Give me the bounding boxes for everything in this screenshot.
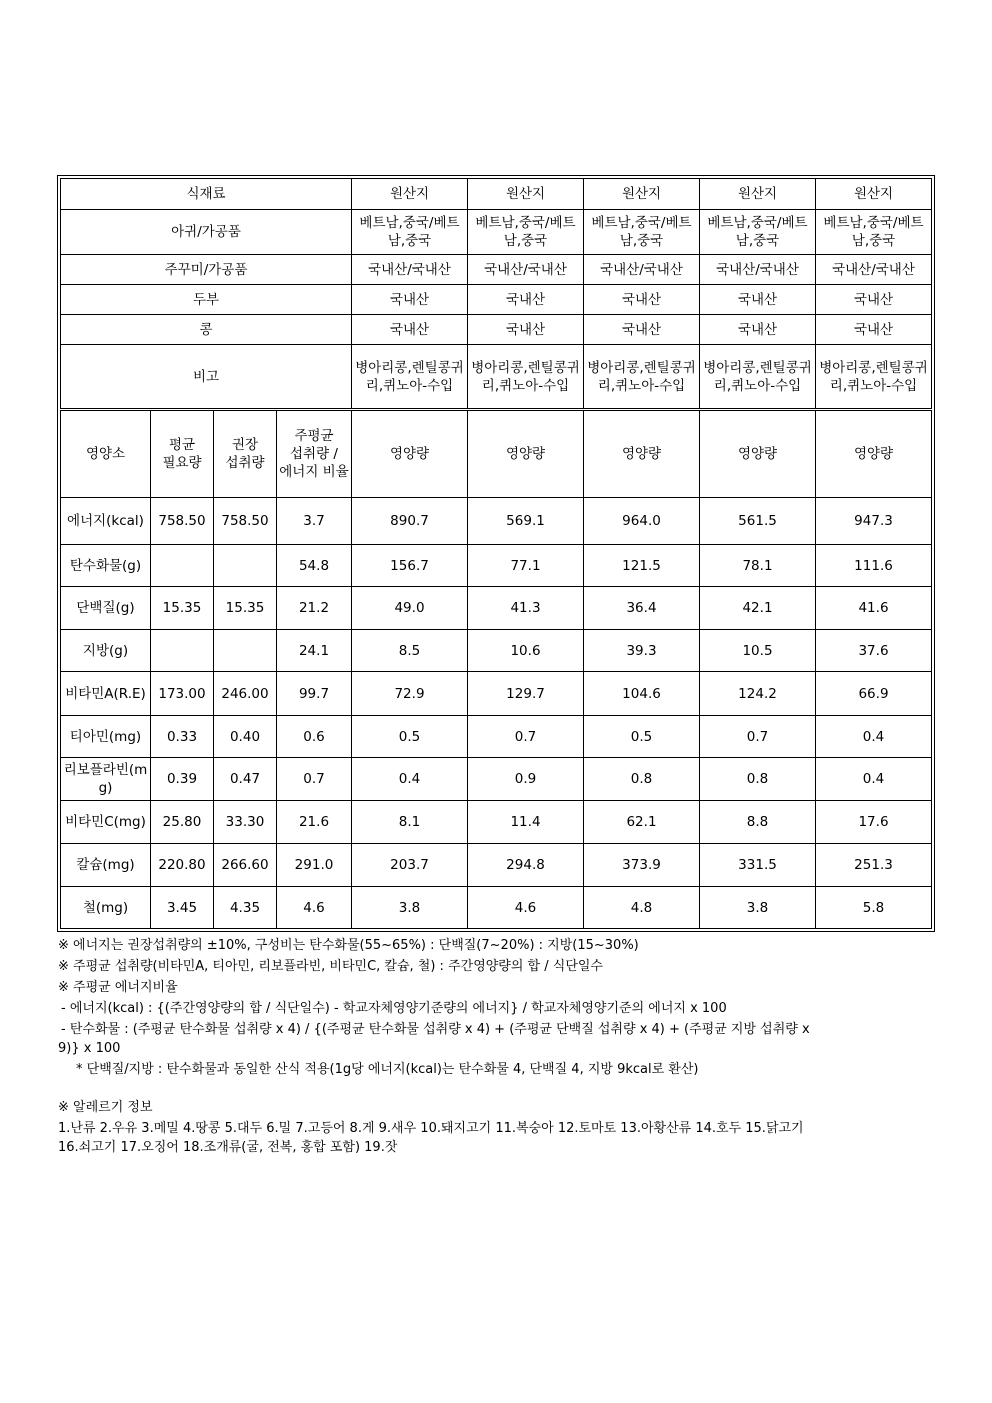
recommended-intake-cell: 15.35: [214, 587, 277, 630]
average-requirement-cell: 0.33: [151, 716, 214, 758]
origin-cell: 국내산: [700, 285, 816, 315]
recommended-intake-cell: 0.40: [214, 716, 277, 758]
nutrient-name: 비타민C(mg): [61, 801, 151, 844]
note-carb-formula-continued: 9)} x 100: [58, 1041, 121, 1056]
average-requirement-cell: 3.45: [151, 887, 214, 929]
nutrition-value-cell: 8.1: [352, 801, 468, 844]
origin-cell: 국내산/국내산: [584, 255, 700, 285]
nutrition-value-cell: 41.3: [468, 587, 584, 630]
nutrition-value-cell: 77.1: [468, 545, 584, 587]
nutrition-value-cell: 124.2: [700, 672, 816, 716]
nutrient-name: 에너지(kcal): [61, 498, 151, 545]
origin-cell: 병아리콩,렌틸콩귀리,퀴노아-수입: [816, 345, 932, 410]
nutrient-name: 티아민(mg): [61, 716, 151, 758]
nutrition-value-cell: 111.6: [816, 545, 932, 587]
nutrition-value-cell: 0.4: [352, 758, 468, 801]
origin-row-label: 주꾸미/가공품: [61, 255, 352, 285]
nutrition-value-cell: 569.1: [468, 498, 584, 545]
nutrient-name: 지방(g): [61, 630, 151, 672]
nutrition-value-cell: 39.3: [584, 630, 700, 672]
nutrition-row: [61, 758, 932, 801]
nutrition-header-row: [61, 410, 932, 498]
origin-cell: 국내산: [352, 285, 468, 315]
nutrition-value-cell: 0.5: [584, 716, 700, 758]
origin-row: [61, 285, 932, 315]
nutrition-value-header: 영양량: [468, 410, 584, 498]
nutrition-value-cell: 8.8: [700, 801, 816, 844]
nutrition-value-cell: 5.8: [816, 887, 932, 929]
origin-cell: 베트남,중국/베트남,중국: [352, 210, 468, 255]
nutrition-value-cell: 0.7: [700, 716, 816, 758]
nutrition-value-cell: 156.7: [352, 545, 468, 587]
average-requirement-cell: 220.80: [151, 844, 214, 887]
nutrition-row: [61, 716, 932, 758]
nutrition-value-cell: 11.4: [468, 801, 584, 844]
nutrition-row: [61, 545, 932, 587]
origin-cell: 병아리콩,렌틸콩귀리,퀴노아-수입: [468, 345, 584, 410]
origin-cell: 병아리콩,렌틸콩귀리,퀴노아-수입: [352, 345, 468, 410]
nutrition-value-cell: 3.8: [700, 887, 816, 929]
nutrition-value-cell: 36.4: [584, 587, 700, 630]
recommended-intake-cell: [214, 630, 277, 672]
nutrient-name: 탄수화물(g): [61, 545, 151, 587]
recommended-intake-cell: 4.35: [214, 887, 277, 929]
note-protein-fat-formula: * 단백질/지방 : 탄수화물과 동일한 산식 적용(1g당 에너지(kcal)는 탄수화물 4, 단백질 4, 지방 9kcal로 환산): [76, 1062, 699, 1077]
weekly-average-cell: 24.1: [277, 630, 352, 672]
nutrition-value-cell: 121.5: [584, 545, 700, 587]
weekly-average-cell: 54.8: [277, 545, 352, 587]
weekly-average-cell: 4.6: [277, 887, 352, 929]
nutrition-value-cell: 4.6: [468, 887, 584, 929]
nutrient-name: 리보플라빈(mg): [61, 758, 151, 801]
nutrition-value-cell: 104.6: [584, 672, 700, 716]
weekly-average-cell: 0.6: [277, 716, 352, 758]
origin-row: [61, 255, 932, 285]
recommended-intake-header: 권장 섭취량: [214, 410, 277, 498]
origin-cell: 국내산: [468, 285, 584, 315]
nutrition-value-cell: 8.5: [352, 630, 468, 672]
nutrition-value-cell: 66.9: [816, 672, 932, 716]
weekly-average-cell: 99.7: [277, 672, 352, 716]
origin-cell: 국내산/국내산: [352, 255, 468, 285]
nutrition-value-cell: 251.3: [816, 844, 932, 887]
origin-row: [61, 345, 932, 410]
average-requirement-cell: 0.39: [151, 758, 214, 801]
average-requirement-cell: 15.35: [151, 587, 214, 630]
nutrition-value-cell: 0.8: [700, 758, 816, 801]
origin-cell: 국내산/국내산: [468, 255, 584, 285]
nutrition-value-cell: 0.9: [468, 758, 584, 801]
allergy-list-line: 16.쇠고기 17.오징어 18.조개류(굴, 전복, 홍합 포함) 19.잣: [58, 1140, 398, 1155]
nutrition-value-cell: 0.4: [816, 758, 932, 801]
nutrition-value-cell: 561.5: [700, 498, 816, 545]
nutrition-value-cell: 62.1: [584, 801, 700, 844]
average-requirement-cell: [151, 545, 214, 587]
origin-cell: 병아리콩,렌틸콩귀리,퀴노아-수입: [584, 345, 700, 410]
nutrition-value-cell: 947.3: [816, 498, 932, 545]
note-carb-formula: - 탄수화물 : (주평균 탄수화물 섭취량 x 4) / {(주평균 탄수화물 섭취량 x 4) + (주평균 단백질 섭취량 x 4) + (주평균 지방 섭취량 x: [61, 1022, 810, 1037]
nutrition-value-cell: 78.1: [700, 545, 816, 587]
nutrition-value-cell: 373.9: [584, 844, 700, 887]
nutrition-value-header: 영양량: [584, 410, 700, 498]
nutrition-row: [61, 672, 932, 716]
origin-nutrition-table: [60, 178, 932, 929]
recommended-intake-cell: 0.47: [214, 758, 277, 801]
origin-row-label: 콩: [61, 315, 352, 345]
origin-cell: 국내산: [816, 285, 932, 315]
weekly-average-cell: 291.0: [277, 844, 352, 887]
origin-row-label: 아귀/가공품: [61, 210, 352, 255]
nutrient-name: 단백질(g): [61, 587, 151, 630]
origin-cell: 국내산: [584, 315, 700, 345]
nutrition-value-cell: 10.5: [700, 630, 816, 672]
nutrition-value-cell: 331.5: [700, 844, 816, 887]
nutrition-value-cell: 890.7: [352, 498, 468, 545]
nutrition-value-cell: 0.5: [352, 716, 468, 758]
origin-row-label: 비고: [61, 345, 352, 410]
origin-cell: 병아리콩,렌틸콩귀리,퀴노아-수입: [700, 345, 816, 410]
average-requirement-cell: 758.50: [151, 498, 214, 545]
table-body: [61, 179, 932, 929]
nutrient-name: 칼슘(mg): [61, 844, 151, 887]
nutrition-value-cell: 17.6: [816, 801, 932, 844]
nutrition-value-cell: 3.8: [352, 887, 468, 929]
nutrition-row: [61, 587, 932, 630]
meal-info-table: [57, 175, 935, 932]
origin-cell: 베트남,중국/베트남,중국: [700, 210, 816, 255]
origin-column-header: 원산지: [584, 179, 700, 210]
origin-column-header: 원산지: [468, 179, 584, 210]
origin-cell: 국내산/국내산: [816, 255, 932, 285]
nutrition-row: [61, 630, 932, 672]
recommended-intake-cell: 266.60: [214, 844, 277, 887]
nutrition-value-header: 영양량: [352, 410, 468, 498]
nutrition-value-cell: 129.7: [468, 672, 584, 716]
nutrition-value-cell: 0.8: [584, 758, 700, 801]
nutrition-value-cell: 10.6: [468, 630, 584, 672]
origin-cell: 국내산: [352, 315, 468, 345]
nutrition-value-cell: 49.0: [352, 587, 468, 630]
note-weekly-average: ※ 주평균 섭취량(비타민A, 티아민, 리보플라빈, 비타민C, 칼슘, 철) : 주간영양량의 합 / 식단일수: [58, 959, 603, 974]
nutrient-name: 비타민A(R.E): [61, 672, 151, 716]
nutrition-value-cell: 0.4: [816, 716, 932, 758]
weekly-average-cell: 21.6: [277, 801, 352, 844]
nutrition-value-cell: 42.1: [700, 587, 816, 630]
origin-header-label: 식재료: [61, 179, 352, 210]
allergy-list-line: 1.난류 2.우유 3.메밀 4.땅콩 5.대두 6.밀 7.고등어 8.게 9.새우 10.돼지고기 11.복숭아 12.토마토 13.아황산류 14.호두 15.닭고기: [58, 1121, 804, 1136]
nutrient-header: 영양소: [61, 410, 151, 498]
nutrition-value-header: 영양량: [816, 410, 932, 498]
nutrition-row: [61, 887, 932, 929]
notes-section: [58, 936, 934, 1159]
note-energy-formula: - 에너지(kcal) : {(주간영양량의 합 / 식단일수) - 학교자체영양기준량의 에너지} / 학교자체영양기준의 에너지 x 100: [61, 1001, 727, 1016]
origin-column-header: 원산지: [700, 179, 816, 210]
origin-row: [61, 315, 932, 345]
origin-row-label: 두부: [61, 285, 352, 315]
note-energy-ratio-title: ※ 주평균 에너지비율: [58, 980, 178, 995]
origin-cell: 국내산: [584, 285, 700, 315]
weekly-average-cell: 3.7: [277, 498, 352, 545]
origin-cell: 베트남,중국/베트남,중국: [468, 210, 584, 255]
nutrition-value-cell: 203.7: [352, 844, 468, 887]
weekly-average-header: 주평균 섭취량 /에너지 비율: [277, 410, 352, 498]
nutrition-value-cell: 4.8: [584, 887, 700, 929]
nutrition-row: [61, 498, 932, 545]
average-requirement-header: 평균 필요량: [151, 410, 214, 498]
weekly-average-cell: 21.2: [277, 587, 352, 630]
origin-cell: 베트남,중국/베트남,중국: [584, 210, 700, 255]
recommended-intake-cell: 33.30: [214, 801, 277, 844]
average-requirement-cell: 25.80: [151, 801, 214, 844]
recommended-intake-cell: [214, 545, 277, 587]
nutrition-value-cell: 37.6: [816, 630, 932, 672]
origin-column-header: 원산지: [816, 179, 932, 210]
nutrition-value-header: 영양량: [700, 410, 816, 498]
average-requirement-cell: [151, 630, 214, 672]
origin-row: [61, 210, 932, 255]
nutrient-name: 철(mg): [61, 887, 151, 929]
nutrition-value-cell: 41.6: [816, 587, 932, 630]
allergy-title: ※ 알레르기 정보: [58, 1100, 153, 1115]
recommended-intake-cell: 246.00: [214, 672, 277, 716]
origin-column-header: 원산지: [352, 179, 468, 210]
origin-cell: 국내산: [816, 315, 932, 345]
nutrition-row: [61, 801, 932, 844]
nutrition-value-cell: 294.8: [468, 844, 584, 887]
recommended-intake-cell: 758.50: [214, 498, 277, 545]
origin-cell: 국내산: [468, 315, 584, 345]
nutrition-value-cell: 964.0: [584, 498, 700, 545]
average-requirement-cell: 173.00: [151, 672, 214, 716]
origin-cell: 베트남,중국/베트남,중국: [816, 210, 932, 255]
nutrition-row: [61, 844, 932, 887]
nutrition-value-cell: 0.7: [468, 716, 584, 758]
nutrition-value-cell: 72.9: [352, 672, 468, 716]
weekly-average-cell: 0.7: [277, 758, 352, 801]
origin-cell: 국내산: [700, 315, 816, 345]
origin-header-row: [61, 179, 932, 210]
note-energy-range: ※ 에너지는 권장섭취량의 ±10%, 구성비는 탄수화물(55~65%) : 단백질(7~20%) : 지방(15~30%): [58, 938, 639, 953]
origin-cell: 국내산/국내산: [700, 255, 816, 285]
